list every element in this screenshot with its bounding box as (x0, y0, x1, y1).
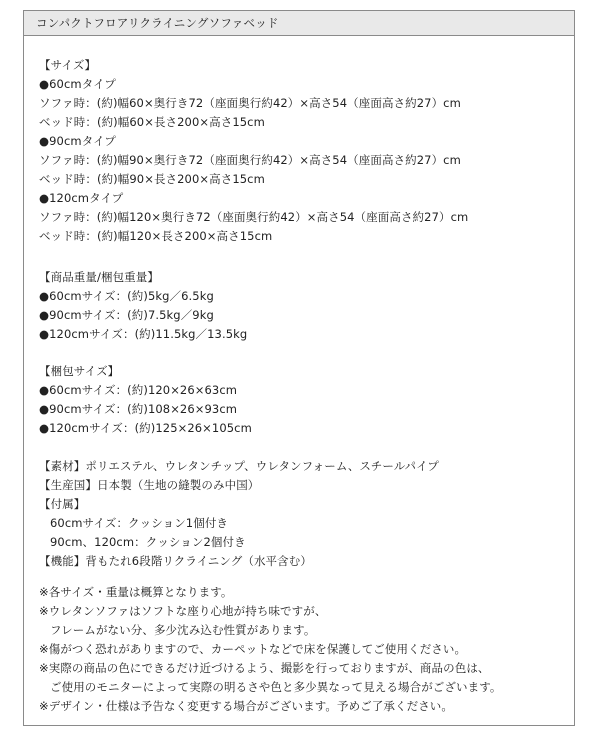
panel-title: コンパクトフロアリクライニングソファベッド (24, 11, 574, 36)
size-type-60-bed: ベッド時：(約)幅60×長さ200×高さ15cm (39, 115, 265, 129)
weight-120: ●120cmサイズ：(約)11.5kg／13.5kg (39, 327, 248, 341)
note-1: ※各サイズ・重量は概算となります。 (39, 585, 233, 599)
package-heading: 【梱包サイズ】 (39, 364, 120, 378)
size-type-120-bed: ベッド時：(約)幅120×長さ200×高さ15cm (39, 229, 273, 243)
note-2b: フレームがない分、多少沈み込む性質があります。 (50, 623, 316, 637)
weight-90: ●90cmサイズ：(約)7.5kg／9kg (39, 308, 214, 322)
size-type-90: ●90cmタイプ (39, 134, 116, 148)
note-3: ※傷がつく恐れがありますので、カーペットなどで床を保護してご使用ください。 (39, 642, 467, 656)
accessory-90-120: 90cm、120cm：クッション2個付き (50, 535, 246, 549)
size-heading: 【サイズ】 (39, 58, 97, 72)
note-2a: ※ウレタンソファはソフトな座り心地が持ち味ですが、 (39, 604, 327, 618)
function: 【機能】背もたれ6段階リクライニング（水平含む） (39, 554, 312, 568)
package-90: ●90cmサイズ：(約)108×26×93cm (39, 402, 238, 416)
note-5: ※デザイン・仕様は予告なく変更する場合がございます。予めご了承ください。 (39, 699, 454, 713)
origin: 【生産国】日本製（生地の縫製のみ中国） (39, 478, 260, 492)
size-type-120-sofa: ソファ時：(約)幅120×奥行き72（座面奥行約42）×高さ54（座面高さ約27）cm (39, 210, 469, 224)
size-type-60: ●60cmタイプ (39, 77, 116, 91)
note-4b: ご使用のモニターによって実際の明るさや色と多少異なって見える場合がございます。 (50, 680, 502, 694)
size-type-60-sofa: ソファ時：(約)幅60×奥行き72（座面奥行約42）×高さ54（座面高さ約27）cm (39, 96, 461, 110)
material: 【素材】ポリエステル、ウレタンチップ、ウレタンフォーム、スチールパイプ (39, 459, 440, 473)
size-type-90-bed: ベッド時：(約)幅90×長さ200×高さ15cm (39, 172, 265, 186)
size-type-90-sofa: ソファ時：(約)幅90×奥行き72（座面奥行約42）×高さ54（座面高さ約27）cm (39, 153, 461, 167)
package-120: ●120cmサイズ：(約)125×26×105cm (39, 421, 252, 435)
accessory-heading: 【付属】 (39, 497, 86, 511)
accessory-60: 60cmサイズ：クッション1個付き (50, 516, 229, 530)
weight-60: ●60cmサイズ：(約)5kg／6.5kg (39, 289, 214, 303)
package-60: ●60cmサイズ：(約)120×26×63cm (39, 383, 238, 397)
size-type-120: ●120cmタイプ (39, 191, 124, 205)
weight-heading: 【商品重量/梱包重量】 (39, 270, 159, 284)
product-spec-panel (23, 10, 575, 726)
note-4a: ※実際の商品の色にできるだけ近づけるよう、撮影を行っておりますが、商品の色は、 (39, 661, 490, 675)
